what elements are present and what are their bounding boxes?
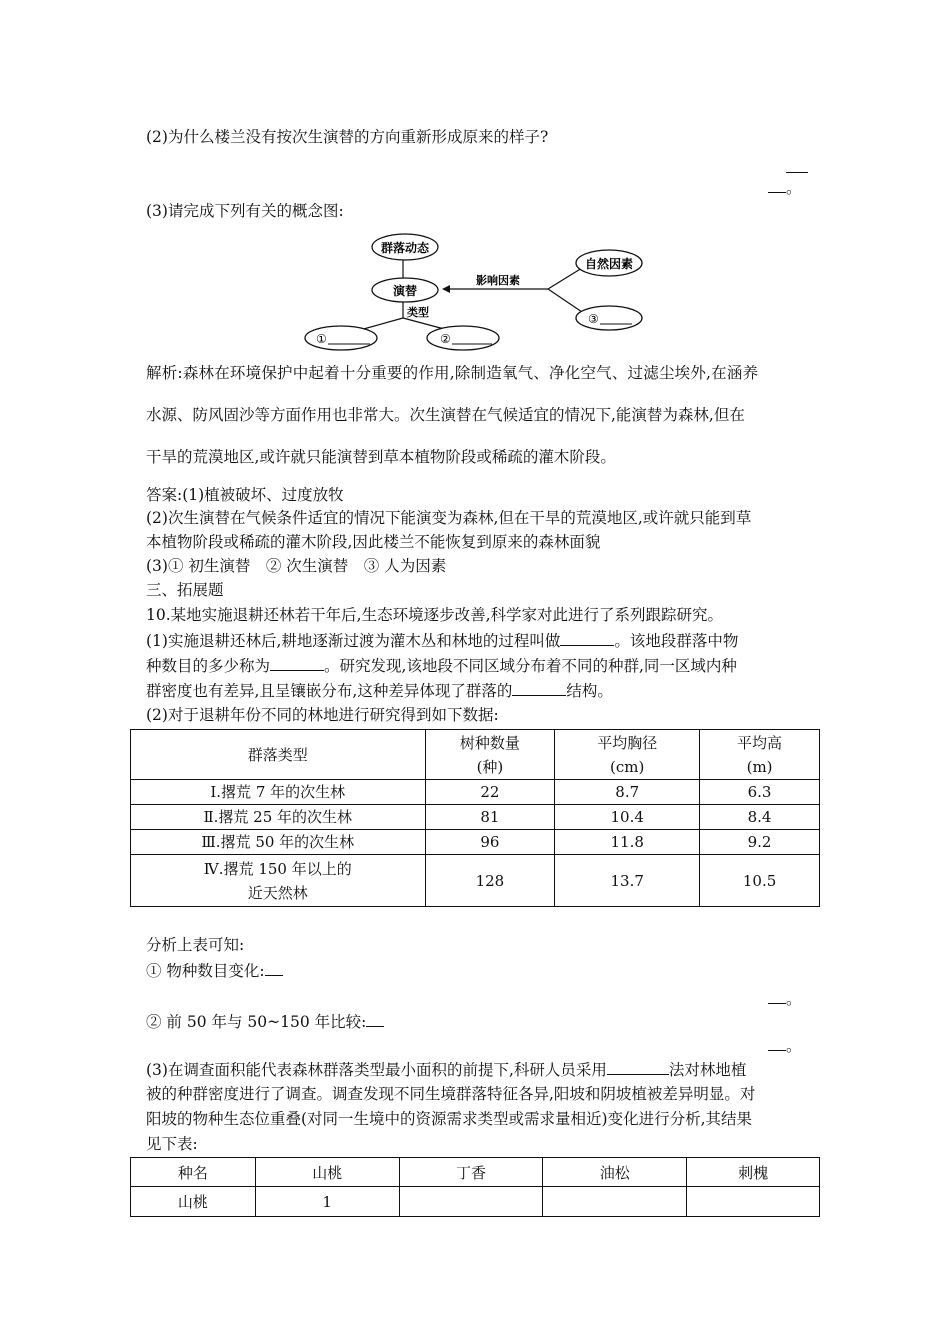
- q10-blank-succession[interactable]: [560, 629, 614, 646]
- q10-part1-text-d: 。研究发现,该地段不同区域分布着不同的种群,同一区域内种: [324, 657, 737, 675]
- header-dbh: 平均胸径 (cm): [555, 730, 700, 780]
- q10-part1-text-e: 群密度也有差异,且呈镶嵌分布,这种差异体现了群落的: [146, 682, 513, 700]
- q10-part1-line1: [146, 629, 738, 652]
- q10-part2: (2)对于退耕年份不同的林地进行研究得到如下数据:: [146, 706, 499, 724]
- cell-dbh: 13.7: [555, 855, 700, 907]
- cell-dbh: 10.4: [555, 805, 700, 830]
- header-dingxiang: 丁香: [399, 1158, 543, 1187]
- answer-2-line-2: 本植物阶段或稀疏的灌木阶段,因此楼兰不能恢复到原来的森林面貌: [146, 533, 601, 551]
- node-blank3-label: ③: [588, 312, 599, 326]
- p3-line1: [146, 1058, 746, 1081]
- header-type: 群落类型: [131, 730, 426, 780]
- item1-blank[interactable]: [265, 959, 283, 976]
- cell-species: 81: [425, 805, 555, 830]
- q3-question: (3)请完成下列有关的概念图:: [146, 202, 344, 220]
- influence-label: 影响因素: [476, 274, 520, 287]
- p3-line3: 阳坡的物种生态位重叠(对同一生境中的资源需求类型或需求量相近)变化进行分析,其结果: [146, 1110, 753, 1128]
- cell-value: [399, 1187, 543, 1217]
- node-natural-factors-label: 自然因素: [584, 257, 634, 271]
- cell-height: 6.3: [700, 780, 820, 805]
- cell-height: 9.2: [700, 830, 820, 855]
- table-row: [131, 855, 820, 907]
- cell-dbh: 8.7: [555, 780, 700, 805]
- item2-text: ② 前 50 年与 50~150 年比较:: [146, 1013, 367, 1031]
- cell-value: [687, 1187, 820, 1217]
- table-row: [131, 780, 820, 805]
- q10-stem: 10.某地实施退耕还林若干年后,生态环境逐步改善,科学家对此进行了系列跟踪研究。: [146, 606, 724, 624]
- cell-height: 8.4: [700, 805, 820, 830]
- q10-part1-text-a: (1)实施退耕还林后,耕地逐渐过渡为灌木丛和林地的过程叫做: [146, 632, 561, 650]
- table-header-row: [131, 730, 820, 780]
- p3-text-a: (3)在调查面积能代表森林群落类型最小面积的前提下,科研人员采用: [146, 1061, 607, 1079]
- header-cihuai: 刺槐: [687, 1158, 820, 1187]
- diagram-link-blank1: [360, 318, 403, 330]
- q10-blank-richness[interactable]: [270, 654, 324, 671]
- forest-data-table: [130, 729, 820, 907]
- cell-type: Ⅲ.撂荒 50 年的次生林: [131, 830, 426, 855]
- p3-text-b: 法对林地植: [668, 1061, 747, 1079]
- header-species-name: 种名: [131, 1158, 256, 1187]
- node-succession-label: 演替: [392, 284, 418, 298]
- cell-species: 22: [425, 780, 555, 805]
- cell-type: Ⅱ.撂荒 25 年的次生林: [131, 805, 426, 830]
- diagram-link-natural: [548, 268, 582, 289]
- diagram-link-blank3: [548, 289, 582, 312]
- header-shantao: 山桃: [255, 1158, 399, 1187]
- q10-part1-line3: [146, 679, 613, 702]
- node-blank2: [427, 326, 499, 350]
- item1-blank-end[interactable]: [768, 987, 802, 1010]
- node-community-dynamics-label: 群落动态: [380, 241, 430, 255]
- analysis-line-2: 水源、防风固沙等方面作用也非常大。次生演替在气候适宜的情况下,能演替为森林,但在: [146, 406, 745, 424]
- header-species: 树种数量 (种): [425, 730, 555, 780]
- item1-end-mark: 。: [786, 990, 802, 1008]
- analysis-line-3: 干旱的荒漠地区,或许就只能演替到草本植物阶段或稀疏的灌木阶段。: [146, 448, 616, 466]
- cell-dbh: 11.8: [555, 830, 700, 855]
- niche-overlap-table: [130, 1157, 820, 1217]
- item2-end-mark: 。: [786, 1037, 802, 1055]
- cell-type: Ⅳ.撂荒 150 年以上的 近天然林: [131, 855, 426, 907]
- table-row: [131, 805, 820, 830]
- diagram-arrowhead: [442, 285, 450, 293]
- header-yousong: 油松: [543, 1158, 687, 1187]
- cell-species: 96: [425, 830, 555, 855]
- p3-line2: 被的种群密度进行了调查。调查发现不同生境群落特征各异,阳坡和阴坡植被差异明显。对: [146, 1085, 756, 1103]
- analysis-intro: 分析上表可知:: [146, 936, 245, 954]
- q10-part1-text-c: 种数目的多少称为: [146, 657, 271, 675]
- q10-part1-text-f: 结构。: [566, 682, 613, 700]
- item2-blank[interactable]: [366, 1010, 384, 1027]
- q10-part1-line2: [146, 654, 737, 677]
- q2-question: (2)为什么楼兰没有按次生演替的方向重新形成原来的样子?: [146, 128, 549, 146]
- table-header-row: [131, 1158, 820, 1187]
- analysis-line-1: 解析:森林在环境保护中起着十分重要的作用,除制造氧气、净化空气、过滤尘埃外,在涵养: [146, 364, 759, 382]
- answer-3: (3)① 初生演替 ② 次生演替 ③ 人为因素: [146, 557, 447, 575]
- item2-blank-end[interactable]: [768, 1034, 802, 1057]
- item1-text: ① 物种数目变化:: [146, 962, 265, 980]
- item1-line: [146, 959, 283, 982]
- node-blank1-label: ①: [316, 332, 327, 346]
- q10-blank-structure[interactable]: [512, 679, 566, 696]
- cell-height: 10.5: [700, 855, 820, 907]
- q2-end-mark: 。: [786, 179, 802, 197]
- cell-species: 128: [425, 855, 555, 907]
- item2-line: [146, 1010, 384, 1033]
- node-blank3: [576, 306, 642, 330]
- header-height: 平均高 (m): [700, 730, 820, 780]
- p3-line4: 见下表:: [146, 1135, 198, 1153]
- types-label: 类型: [407, 306, 429, 319]
- cell-value: [543, 1187, 687, 1217]
- cell-value: 1: [255, 1187, 399, 1217]
- q10-part1-text-b: 。该地段群落中物: [614, 632, 739, 650]
- cell-species-name: 山桃: [131, 1187, 256, 1217]
- answer-1: 答案:(1)植被破坏、过度放牧: [146, 486, 344, 504]
- p3-method-blank[interactable]: [607, 1058, 669, 1075]
- node-blank2-label: ②: [440, 332, 451, 346]
- section-title: 三、拓展题: [146, 581, 224, 599]
- answer-2-line-1: (2)次生演替在气候条件适宜的情况下能演变为森林,但在干旱的荒漠地区,或许就只能到草: [146, 509, 752, 527]
- cell-type: Ⅰ.撂荒 7 年的次生林: [131, 780, 426, 805]
- table-row: [131, 830, 820, 855]
- table-row: [131, 1187, 820, 1217]
